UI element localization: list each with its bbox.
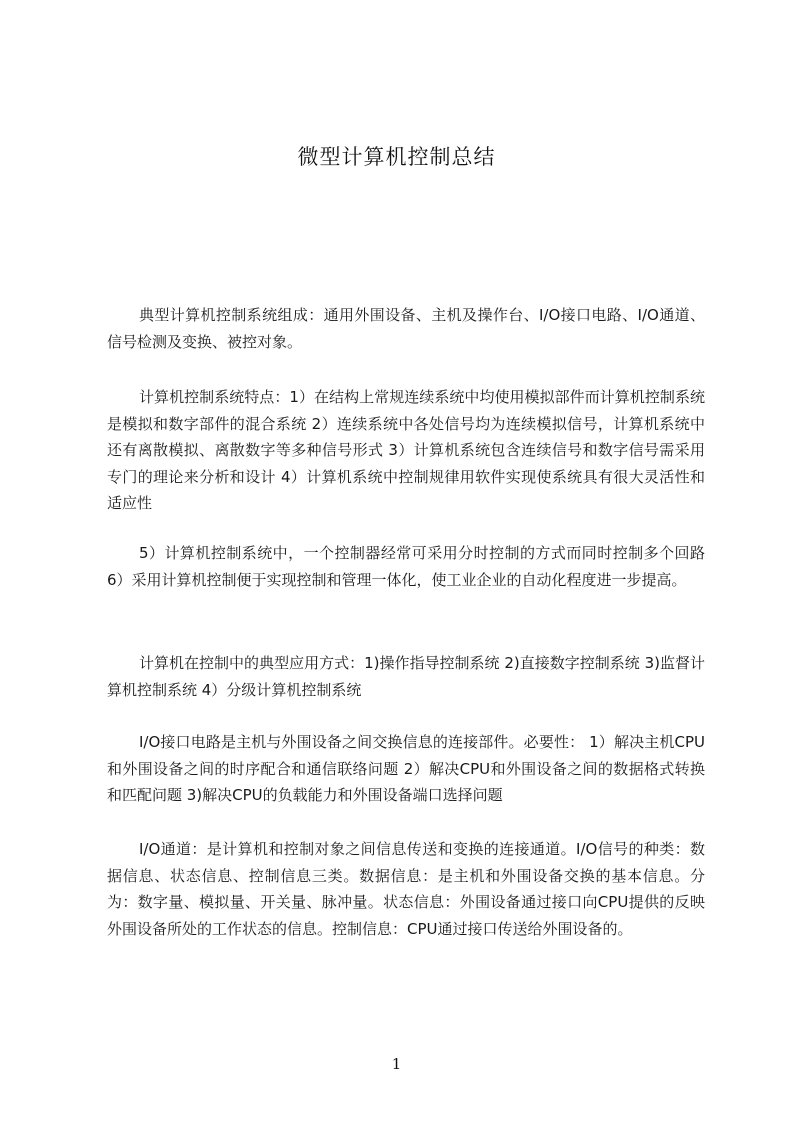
paragraph-features-continued: 5）计算机控制系统中，一个控制器经常可采用分时控制的方式而同时控制多个回路 6）采用计算机控制便于实现控制和管理一体化，使工业企业的自动化程度进一步提高。	[107, 544, 705, 589]
paragraph-system-features: 计算机控制系统特点：1）在结构上常规连续系统中均使用模拟部件而计算机控制系统是模拟和数字部件的混合系统 2）连续系统中各处信号均为连续模拟信号，计算机系统中还有离散模拟、离散数字等多种信号形式 3）计算机系统包含连续信号和数字信号需采用专门的理论来分析和设计 4）计算机系统中控制规律用软件实现使系统具有很大灵活性和适应性	[107, 388, 705, 512]
paragraph-application-modes: 计算机在控制中的典型应用方式：1)操作指导控制系统 2)直接数字控制系统 3)监督计算机控制系统 4）分级计算机控制系统	[107, 654, 705, 699]
paragraph-system-composition: 典型计算机控制系统组成：通用外围设备、主机及操作台、I/O接口电路、I/O通道、信号检测及变换、被控对象。	[107, 306, 705, 351]
document-title: 微型计算机控制总结	[297, 145, 496, 169]
paragraph-io-interface: I/O接口电路是主机与外围设备之间交换信息的连接部件。必要性： 1）解决主机CPU和外围设备之间的时序配合和通信联络问题 2）解决CPU和外围设备之间的数据格式转换和匹配问题 3)解决CPU的负载能力和外围设备端口选择问题	[107, 733, 705, 804]
page-number: 1	[391, 1055, 402, 1073]
paragraph-io-channel: I/O通道：是计算机和控制对象之间信息传送和变换的连接通道。I/O信号的种类：数据信息、状态信息、控制信息三类。数据信息：是主机和外围设备交换的基本信息。分为：数字量、模拟量、开关量、脉冲量。状态信息：外围设备通过接口向CPU提供的反映外围设备所处的工作状态的信息。控制信息：CPU通过接口传送给外围设备的。	[107, 840, 705, 938]
